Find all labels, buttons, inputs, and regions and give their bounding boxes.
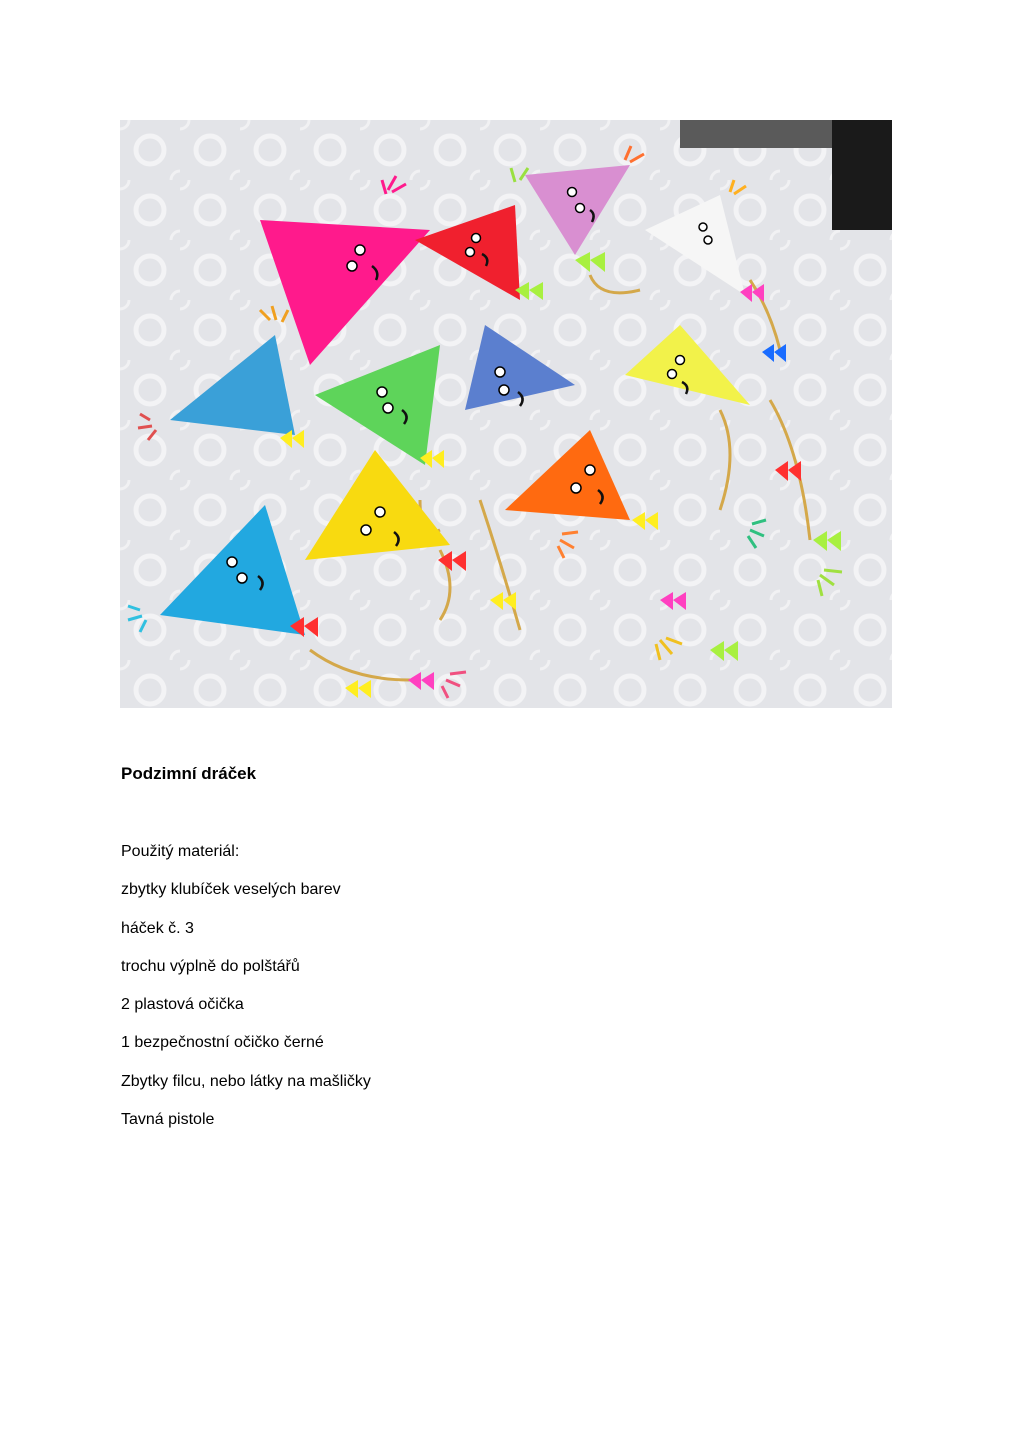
materials-item: 1 bezpečnostní očičko černé [121,1034,324,1052]
materials-heading: Použitý materiál: [121,843,240,860]
materials-item: Tavná pistole [121,1111,215,1129]
kites-photo-drawing [120,120,892,708]
keyboard-corner [832,120,892,230]
materials-item: Zbytky filcu, nebo látky na mašličky [121,1072,371,1090]
tray-edge [680,120,840,148]
materials-item: zbytky klubíček veselých barev [121,881,341,899]
kites-photo [120,120,892,708]
materials-item: trochu výplně do polštářů [121,957,300,975]
materials-item: 2 plastová očička [121,996,244,1014]
materials-item: háček č. 3 [121,919,194,937]
page-title: Podzimní dráček [121,764,257,783]
materials-list [121,842,371,1148]
